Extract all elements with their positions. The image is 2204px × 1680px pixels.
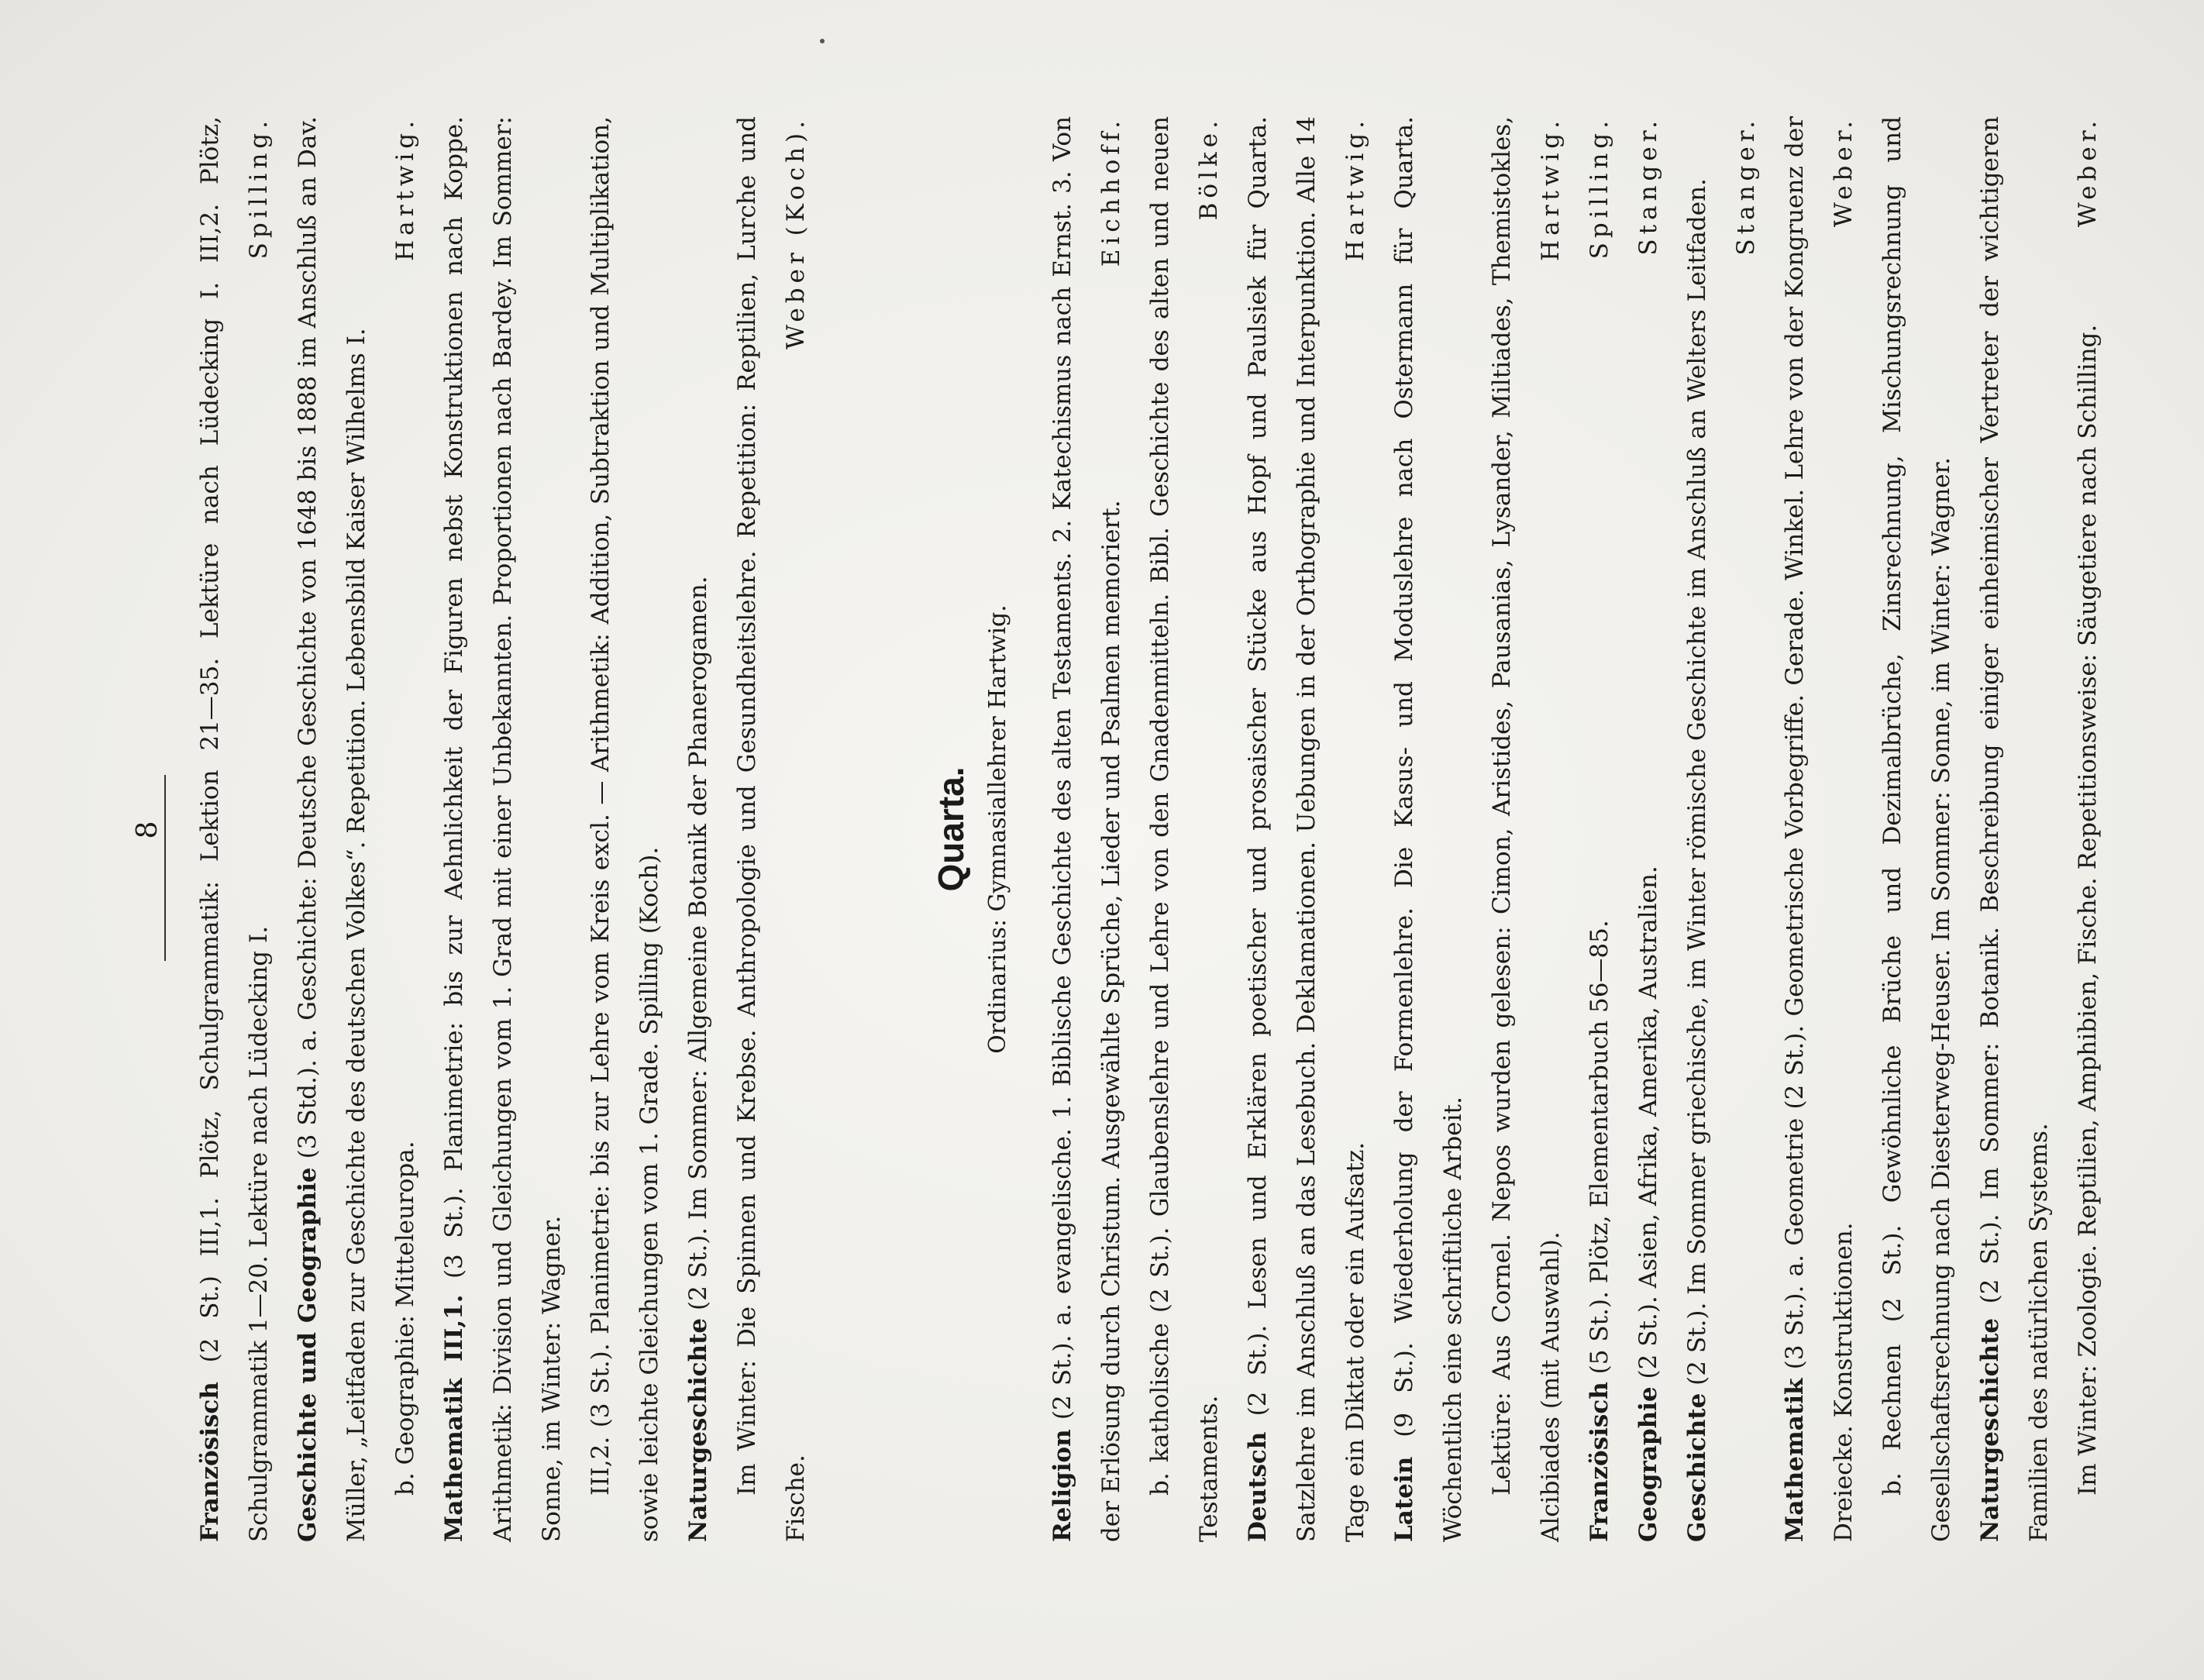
teacher-name: Hartwig. xyxy=(1341,116,1369,261)
folio-header xyxy=(132,101,164,1558)
header-rule xyxy=(164,775,166,961)
subject-name: Geographie xyxy=(1634,1386,1662,1542)
course-description: b. katholische (2 St.). Glaubenslehre und Lehre von den Gnadenmitteln. Bibl. Geschichte des alten und neuen Testaments. xyxy=(1146,116,1223,1542)
course-entry xyxy=(1966,116,2064,1542)
subject-name: Geschichte und Geographie xyxy=(294,1167,322,1542)
course-description: b. Geographie: Mitteleuropa. xyxy=(391,1141,419,1496)
ordinarius-line: Ordinarius: Gymnasiallehrer Hartwig. xyxy=(984,604,1011,1054)
teacher-name: Hartwig. xyxy=(391,116,419,261)
course-entry xyxy=(381,116,430,1542)
subject-name: Naturgeschichte xyxy=(684,1317,712,1542)
subject-name: Deutsch xyxy=(1244,1431,1272,1542)
course-entry xyxy=(284,116,381,1542)
course-description: Im Winter: Zoologie. Reptilien, Amphibien, Fische. Repetitionsweise: Säugetiere nach Schilling. xyxy=(2074,324,2102,1496)
teacher-name: Weber. xyxy=(1830,116,1858,228)
course-entry xyxy=(1624,116,1673,1542)
teacher-name: Stanger. xyxy=(1732,116,1760,256)
subject-name: Französisch xyxy=(196,1382,224,1542)
page-number: 8 xyxy=(132,819,164,839)
course-entry xyxy=(1234,116,1380,1542)
teacher-name: Eichhoff. xyxy=(1097,116,1125,267)
course-entry xyxy=(1673,116,1771,1542)
course-description: (2 St.). a. evangelische. 1. Biblische Geschichte des alten Testaments. 2. Katechismus nach Ernst. 3. Von der Erlösung durch Christum. Ausgewählte Sprüche, Lieder und Psalmen memoriert. xyxy=(1049,116,1125,1542)
course-description: III,2. (3 St.). Planimetrie: bis zur Lehre vom Kreis excl. — Arithmetik: Addition, Subtraktion und Multiplikation, sowie leichte Gleichungen vom 1. Grade. Spilling (Koch). xyxy=(587,116,663,1542)
course-description: (2 St.). Im Sommer: Botanik. Beschreibung einiger einheimischer Vertreter der wichtigeren Familien des natürlichen Systems. xyxy=(1976,116,2053,1542)
course-description: (3 Std.). a. Geschichte: Deutsche Geschichte von 1648 bis 1888 im Anschluß an Dav. Müller, „Leitfaden zur Geschichte des deutschen Volkes“. Repetition. Lebensbild Kaiser Wilhelms I. xyxy=(294,116,370,1542)
course-entry xyxy=(1136,116,1234,1542)
course-entry xyxy=(1380,116,1478,1542)
course-entry xyxy=(1478,116,1576,1542)
subject-name: Latein xyxy=(1390,1456,1418,1542)
course-description: Lektüre: Aus Cornel. Nepos wurden gelesen: Cimon, Aristides, Pausanias, Lysander, Miltiades, Themistokles, Alcibiades (mit Auswahl). xyxy=(1488,116,1565,1542)
course-entry xyxy=(430,116,577,1542)
course-description: (2 St.). Lesen und Erklären poetischer und prosaischer Stücke aus Hopf und Paulsiek für Quarta. Satzlehre im Anschluß an das Lesebuch. Deklamationen. Uebungen in der Orthographie und Interpunktion. Alle 14 Tage ein Diktat oder ein Aufsatz. xyxy=(1244,116,1369,1542)
subject-name: Mathematik xyxy=(1781,1378,1809,1542)
course-description: (5 St.). Plötz, Elementarbuch 56—85. xyxy=(1586,920,1613,1382)
course-description: (3 St.). Planimetrie: bis zur Aehnlichkeit der Figuren nebst Konstruktionen nach Koppe. Arithmetik: Division und Gleichungen vom 1. Grad mit einer Unbekannten. Proportionen nach Bardey. Im Sommer: Sonne, im Winter: Wagner. xyxy=(440,116,566,1542)
course-description: Im Winter: Die Spinnen und Krebse. Anthropologie und Gesundheitslehre. Repetition: Reptilien, Lurche und Fische. xyxy=(733,116,810,1542)
course-description: (3 St.). a. Geometrie (2 St.). Geometrische Vorbegriffe. Gerade. Winkel. Lehre von der Kongruenz der Dreiecke. Konstruktionen. xyxy=(1781,116,1858,1542)
upper-section xyxy=(186,116,821,1542)
teacher-name: Spilling. xyxy=(245,116,273,260)
course-entry xyxy=(1771,116,1868,1542)
course-description: b. Rechnen (2 St.). Gewöhnliche Brüche und Dezimalbrüche, Zinsrechnung, Mischungsrechnung und Gesellschaftsrechnung nach Diesterweg-Heuser. Im Sommer: Sonne, im Winter: Wagner. xyxy=(1879,116,1955,1542)
course-entry xyxy=(577,116,674,1542)
rotated-text-block xyxy=(132,101,2162,1558)
course-entry xyxy=(2064,116,2113,1542)
subject-name: Mathematik III,1. xyxy=(440,1294,468,1542)
teacher-name: Weber. xyxy=(2074,116,2102,228)
section-heading-quarta: Quarta. xyxy=(931,766,971,892)
course-entry xyxy=(674,116,723,1542)
subject-name: Religion xyxy=(1049,1429,1076,1542)
course-entry xyxy=(1576,116,1624,1542)
teacher-name: Weber (Koch). xyxy=(782,116,810,349)
course-description: (2 St.). Im Sommer: Allgemeine Botanik der Phanerogamen. xyxy=(684,576,712,1318)
course-description: (2 St.). Asien, Afrika, Amerika, Australien. xyxy=(1634,866,1662,1387)
course-entry xyxy=(186,116,284,1542)
print-speck xyxy=(820,39,825,43)
subject-name: Französisch xyxy=(1586,1382,1613,1542)
subject-name: Naturgeschichte xyxy=(1976,1317,2004,1542)
teacher-name: Spilling. xyxy=(1586,116,1613,260)
teacher-name: Hartwig. xyxy=(1537,116,1565,261)
teacher-name: Stanger. xyxy=(1634,116,1662,256)
course-description: (2 St.). Im Sommer griechische, im Winter römische Geschichte im Anschluß an Welters Leitfaden. xyxy=(1683,178,1711,1393)
course-description: (9 St.). Wiederholung der Formenlehre. Die Kasus- und Moduslehre nach Ostermann für Quarta. Wöchentlich eine schriftliche Arbeit. xyxy=(1390,116,1467,1542)
teacher-name: Bölke. xyxy=(1195,116,1223,221)
course-entry xyxy=(1038,116,1136,1542)
course-description: (2 St.) III,1. Plötz, Schulgrammatik: Lektion 21—35. Lektüre nach Lüdecking I. III,2. Plötz, Schulgrammatik 1—20. Lektüre nach Lüdecking I. xyxy=(196,116,273,1542)
course-entry xyxy=(723,116,821,1542)
course-entry xyxy=(1868,116,1966,1542)
quarta-section xyxy=(1038,116,2113,1542)
subject-name: Geschichte xyxy=(1683,1393,1711,1542)
